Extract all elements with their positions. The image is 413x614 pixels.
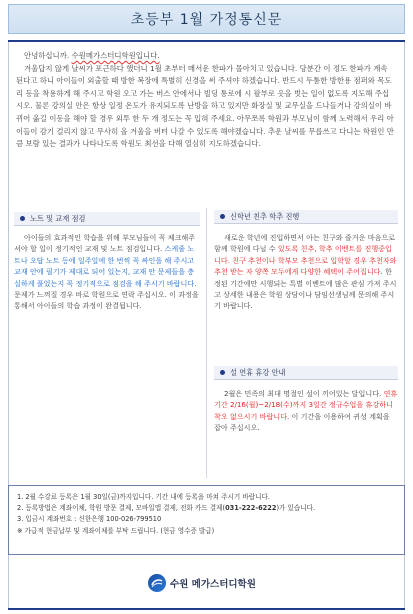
note-line-2 xyxy=(17,503,396,514)
intro-greeting: 안녕하십니까. xyxy=(24,51,72,60)
column-divider xyxy=(206,208,207,478)
notebook-section-header xyxy=(14,212,200,226)
intro-body: 겨울답지 않게 날씨가 포근하다 했더니 1월 초부터 매서운 한파가 몰아치고 있습니다. 당분간 이 정도 한파가 계속 된다고 하니 아이들이 외출할 때 방한 복장에 특별히 신경을 써 주셔야 하겠습니다. 반드시 두툼한 방한용 점퍼와 목도리 등을 착용하게 해 주시고 학원 오고 가는 버스 안에서나 빌딩 통로에 시 팔부로 옷을 벗는 일이 없도록 지도해 주십시오. 물론 강의실 안은 항상 일정 온도가 유지되도록 난방을 하고 있지만 화장실 및 교무실을 드나들거나 강의실이 바뀌어 옮길 이동을 해야 할 경우 외투 한 두 개 정도는 꼭 입혀 주세요. 아무쪼록 학원과 부모님이 함께 노력해서 우리 아이들이 감기 걸리지 않고 무사히 올 겨울을 버텨 나갈 수 있도록 해야겠습니다. 추운 날씨를 무릅쓰고 다니는 학원인 만큼 보람 있는 결과가 나타나도록 학원도 최선을 다해 열심히 지도하겠습니다. xyxy=(16,63,394,149)
notebook-highlight: 스케줄 노트나 오답 노트 등에 일주일에 한 번씩 꼭 싸인을 해 주시고 교재 안에 필기가 제대로 되어 있는지, 교재 안 문제들을 충실하게 풀었는지 꼭 정기적으로 점검을 해 주시기 바랍니다. xyxy=(14,244,197,288)
notes-box xyxy=(8,485,405,555)
logo-text: 수원 메가스터디학원 xyxy=(170,579,256,590)
note-line-2-b: )가 있습니다. xyxy=(276,504,316,513)
intro-academy-name: 수원메가스터디학원입니다. xyxy=(71,51,160,60)
logo-icon xyxy=(148,574,166,592)
notebook-section-body xyxy=(14,232,200,312)
referral-section-body xyxy=(214,232,398,312)
bullet-icon xyxy=(20,216,25,221)
referral-section-header xyxy=(214,210,398,224)
holiday-section-header xyxy=(214,366,398,380)
notebook-section-title: 노트 및 교재 점검 xyxy=(30,213,86,223)
holiday-section-body xyxy=(214,388,398,434)
referral-text-2: 한정된 기간에만 시행되는 특별 이벤트에 많은 관심 가져 주시고 상세한 내용은 학원 상담이나 담임선생님께 문의해 주시기 바랍니다. xyxy=(214,267,397,311)
referral-section-title: 신학년 친추 학추 진행 xyxy=(230,211,300,221)
note-line-3: 3. 입금시 계좌번호 : 신한은행 100-026-799510 xyxy=(17,515,162,524)
note-line-4: ※ 가급적 현금납부 및 계좌이체를 부탁 드립니다. (현금 영수증 발급) xyxy=(17,526,215,535)
holiday-section-title: 설 연휴 휴강 안내 xyxy=(230,367,286,377)
top-divider xyxy=(8,40,405,42)
bottom-divider xyxy=(8,608,405,610)
holiday-text-1: 2월은 민족의 최대 명절인 설이 끼어있는 달입니다. xyxy=(224,389,384,398)
notebook-text-1: 아이들의 효과적인 학습을 위해 부모님들이 꼭 체크해주셔야 할 일이 정기적인 교재 및 노트 점검입니다. xyxy=(14,233,196,254)
academy-logo xyxy=(148,572,256,594)
referral-text-1: 새로운 학년에 진입하면서 아는 친구와 즐거운 마음으로 함께 학원에 다닐 수 xyxy=(214,233,396,254)
intro-section xyxy=(16,50,396,151)
holiday-highlight: 연휴 기간 2/16(월)~2/18(수)까지 3일간 정규수업을 휴강하니 착오 없으시기 바랍니다. xyxy=(214,389,398,421)
referral-highlight: 있도록 친추, 학추 이벤트를 진행중입니다. 친구 추천이나 학부모 추천으로 입학할 경우 추천자와 추천 받는 자 양쪽 모두에게 다양한 혜택이 주어집니다. xyxy=(214,244,397,277)
bullet-icon xyxy=(220,370,225,375)
page-title: 초등부 1월 가정통신문 xyxy=(130,12,283,28)
bullet-icon xyxy=(220,214,225,219)
note-line-2-a: 2. 등록방법은 계좌이체, 학원 방문 결제, 모바일앱 결제, 전화 카드 결제( xyxy=(17,504,226,513)
note-line-1: 1. 2월 수강료 등록은 1월 30일(금)까지입니다. 기간 내에 등록을 마쳐 주시기 바랍니다. xyxy=(17,493,270,501)
logo-swirl-icon xyxy=(150,576,164,590)
intro-paragraph xyxy=(16,50,396,63)
title-band xyxy=(8,4,405,34)
notebook-text-2: 문제가 느껴질 경우 바로 학원으로 연락 주십시오. 이 과정을 통해서 아이들의 학습 과정이 완결됩니다. xyxy=(14,290,199,311)
holiday-text-2: 이 기간을 이용하여 귀성 계획을 잡아 주십시오. xyxy=(214,411,390,433)
phone-number: 031-222-6222 xyxy=(225,504,277,513)
